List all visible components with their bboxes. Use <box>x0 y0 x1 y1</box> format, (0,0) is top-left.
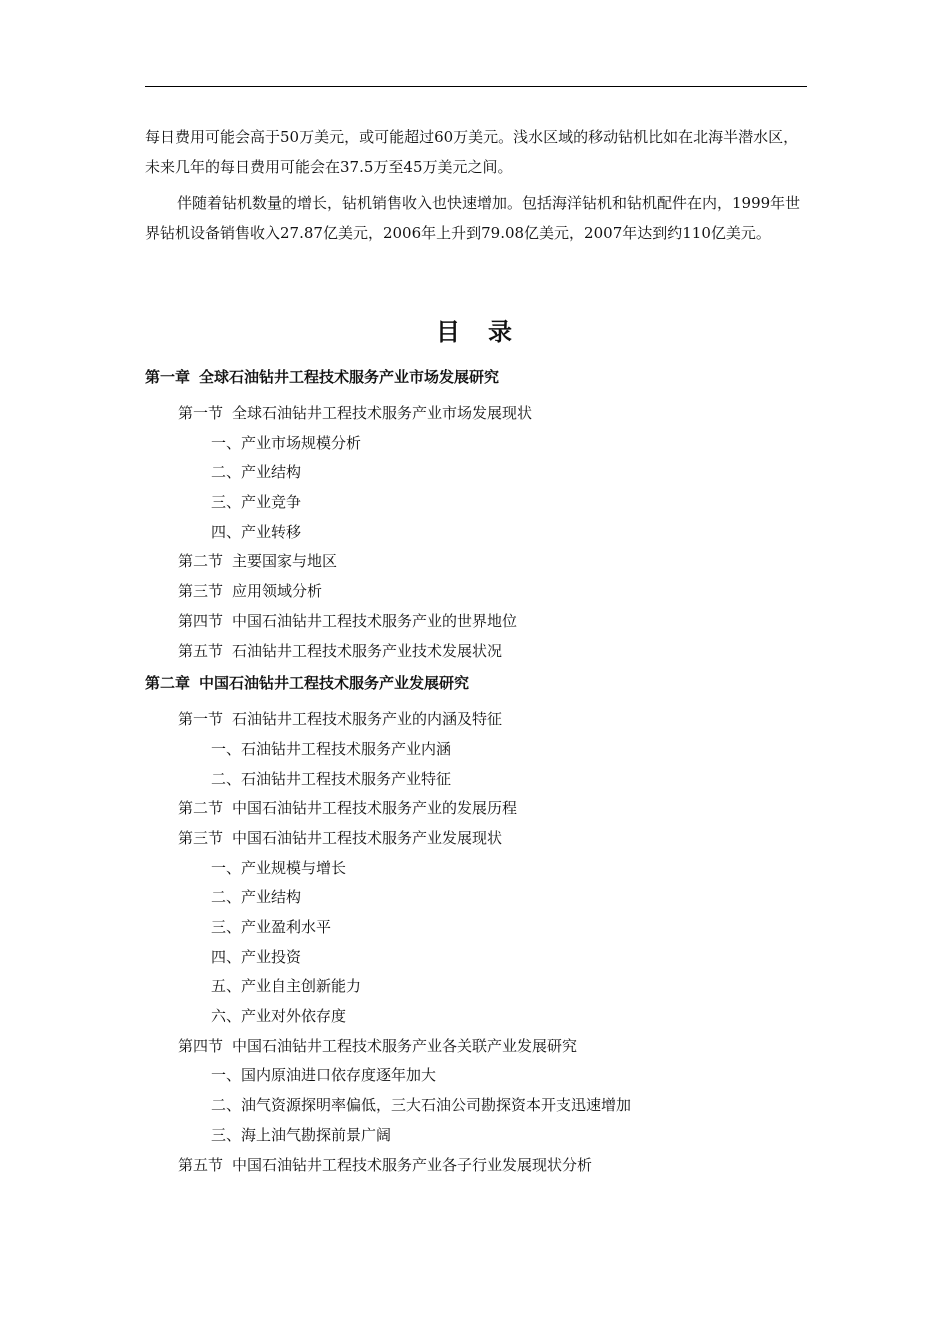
toc-entry-text: 一、石油钻井工程技术服务产业内涵 <box>211 739 452 758</box>
toc-item-entry[interactable] <box>145 854 813 884</box>
toc-entry-number: 第二章 <box>145 674 191 693</box>
table-of-contents <box>145 360 813 1180</box>
toc-entry-number: 第三节 <box>178 828 224 847</box>
toc-entry-text: 二、产业结构 <box>211 888 302 907</box>
toc-entry-number: 第一节 <box>178 710 224 729</box>
toc-item-entry[interactable] <box>145 1091 813 1121</box>
toc-entry-text: 全球石油钻井工程技术服务产业市场发展研究 <box>199 368 500 386</box>
toc-entry-text: 一、产业规模与增长 <box>211 858 347 877</box>
toc-section-entry[interactable] <box>145 1151 813 1181</box>
toc-entry-number: 第五节 <box>178 641 224 660</box>
toc-item-entry[interactable] <box>145 518 813 548</box>
toc-entry-number: 第四节 <box>178 1036 224 1055</box>
toc-entry-text: 全球石油钻井工程技术服务产业市场发展现状 <box>232 404 533 422</box>
toc-section-entry[interactable] <box>145 399 813 429</box>
body-text <box>145 122 813 254</box>
toc-entry-number: 第五节 <box>178 1155 224 1174</box>
toc-entry-text: 六、产业对外依存度 <box>211 1007 347 1026</box>
toc-entry-text: 中国石油钻井工程技术服务产业发展研究 <box>199 674 470 693</box>
toc-section-entry[interactable] <box>145 824 813 854</box>
toc-entry-number: 第三节 <box>178 582 224 601</box>
toc-item-entry[interactable] <box>145 972 813 1002</box>
toc-section-entry[interactable] <box>145 705 813 735</box>
toc-entry-text: 二、石油钻井工程技术服务产业特征 <box>211 769 452 788</box>
toc-entry-text: 三、产业竞争 <box>211 493 302 512</box>
toc-entry-text: 中国石油钻井工程技术服务产业发展现状 <box>232 828 503 847</box>
toc-item-entry[interactable] <box>145 429 813 459</box>
toc-entry-text: 一、产业市场规模分析 <box>211 433 362 452</box>
toc-entry-text: 石油钻井工程技术服务产业技术发展状况 <box>232 641 503 660</box>
toc-section-entry[interactable] <box>145 637 813 667</box>
toc-entry-number: 第四节 <box>178 611 224 630</box>
toc-entry-text: 三、海上油气勘探前景广阔 <box>211 1125 392 1144</box>
toc-item-entry[interactable] <box>145 943 813 973</box>
toc-title-part-2: 录 <box>488 317 514 346</box>
toc-entry-text: 主要国家与地区 <box>232 552 338 571</box>
toc-entry-text: 应用领域分析 <box>232 582 323 601</box>
toc-title <box>0 312 950 347</box>
toc-entry-text: 中国石油钻井工程技术服务产业的世界地位 <box>232 611 518 630</box>
toc-entry-text: 二、油气资源探明率偏低，三大石油公司勘探资本开支迅速增加 <box>211 1096 632 1115</box>
toc-entry-text: 中国石油钻井工程技术服务产业各子行业发展现状分析 <box>232 1155 593 1174</box>
toc-section-entry[interactable] <box>145 577 813 607</box>
toc-item-entry[interactable] <box>145 488 813 518</box>
toc-item-entry[interactable] <box>145 1061 813 1091</box>
toc-section-entry[interactable] <box>145 607 813 637</box>
toc-item-entry[interactable] <box>145 735 813 765</box>
toc-entry-number: 第二节 <box>178 799 224 818</box>
toc-section-entry[interactable] <box>145 794 813 824</box>
toc-entry-text: 四、产业投资 <box>211 947 302 966</box>
toc-entry-text: 中国石油钻井工程技术服务产业各关联产业发展研究 <box>232 1036 578 1055</box>
paragraph-1: 每日费用可能会高于50万美元，或可能超过60万美元。浅水区域的移动钻机比如在北海半潜水区，未来几年的每日费用可能会在37.5万至45万美元之间。 <box>145 128 799 176</box>
toc-item-entry[interactable] <box>145 458 813 488</box>
header-rule <box>145 86 807 87</box>
toc-item-entry[interactable] <box>145 1002 813 1032</box>
toc-item-entry[interactable] <box>145 1121 813 1151</box>
toc-entry-text: 石油钻井工程技术服务产业的内涵及特征 <box>232 710 503 729</box>
toc-section-entry[interactable] <box>145 1032 813 1062</box>
toc-entry-number: 第二节 <box>178 552 224 571</box>
paragraph-2: 伴随着钻机数量的增长，钻机销售收入也快速增加。包括海洋钻机和钻机配件在内，1999年世界钻机设备销售收入27.87亿美元，2006年上升到79.08亿美元，2007年达到约110亿美元。 <box>145 194 801 242</box>
toc-entry-text: 四、产业转移 <box>211 522 302 541</box>
toc-chapter-entry[interactable] <box>145 666 813 705</box>
toc-entry-text: 二、产业结构 <box>211 463 302 482</box>
toc-entry-number: 第一章 <box>145 368 191 386</box>
toc-item-entry[interactable] <box>145 765 813 795</box>
toc-item-entry[interactable] <box>145 913 813 943</box>
toc-section-entry[interactable] <box>145 547 813 577</box>
toc-entry-text: 一、国内原油进口依存度逐年加大 <box>211 1066 437 1085</box>
toc-entry-text: 三、产业盈利水平 <box>211 918 332 936</box>
toc-chapter-entry[interactable] <box>145 360 813 399</box>
toc-entry-text: 五、产业自主创新能力 <box>211 977 362 996</box>
toc-entry-number: 第一节 <box>178 404 224 422</box>
toc-item-entry[interactable] <box>145 883 813 913</box>
toc-entry-text: 中国石油钻井工程技术服务产业的发展历程 <box>232 799 518 818</box>
toc-title-part-1: 目 <box>436 317 462 346</box>
